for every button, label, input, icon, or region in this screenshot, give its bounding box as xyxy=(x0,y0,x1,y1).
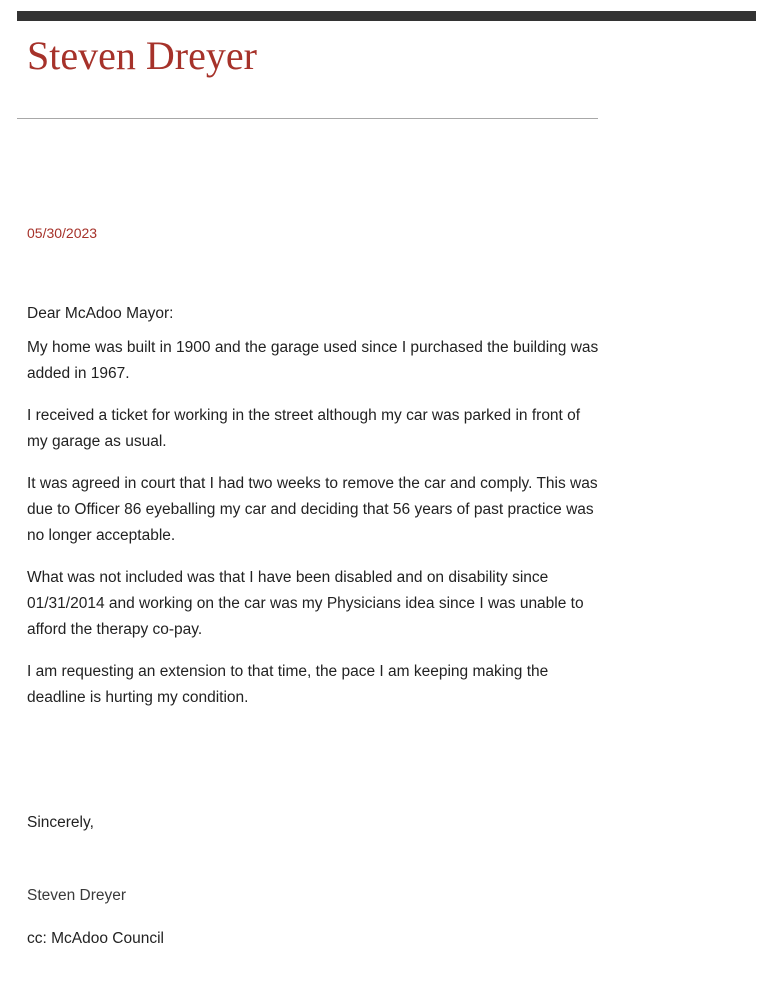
header-top-bar xyxy=(17,11,756,21)
letter-cc-line: cc: McAdoo Council xyxy=(27,930,164,947)
letter-body xyxy=(27,301,602,727)
header-divider xyxy=(17,118,598,119)
letter-paragraph-3: It was agreed in court that I had two weeks to remove the car and comply. This was due to Officer 86 eyeballing my car and deciding that 56 years of past practice was no longer acceptable. xyxy=(27,475,598,544)
letter-paragraph-5: I am requesting an extension to that time, the pace I am keeping making the deadline is hurting my condition. xyxy=(27,663,549,706)
letter-paragraph-4: What was not included was that I have been disabled and on disability since 01/31/2014 and working on the car was my Physicians idea since I was unable to afford the therapy co-pay. xyxy=(27,569,584,638)
sender-name-heading: Steven Dreyer xyxy=(27,33,257,78)
letter-salutation: Dear McAdoo Mayor: xyxy=(27,305,174,322)
letter-paragraph-2: I received a ticket for working in the street although my car was parked in front of my garage as usual. xyxy=(27,407,581,450)
letter-closing: Sincerely, xyxy=(27,814,94,831)
letter-signature: Steven Dreyer xyxy=(27,887,127,904)
letter-paragraph-1: My home was built in 1900 and the garage used since I purchased the building was added in 1967. xyxy=(27,339,599,382)
letter-date: 05/30/2023 xyxy=(27,225,98,241)
